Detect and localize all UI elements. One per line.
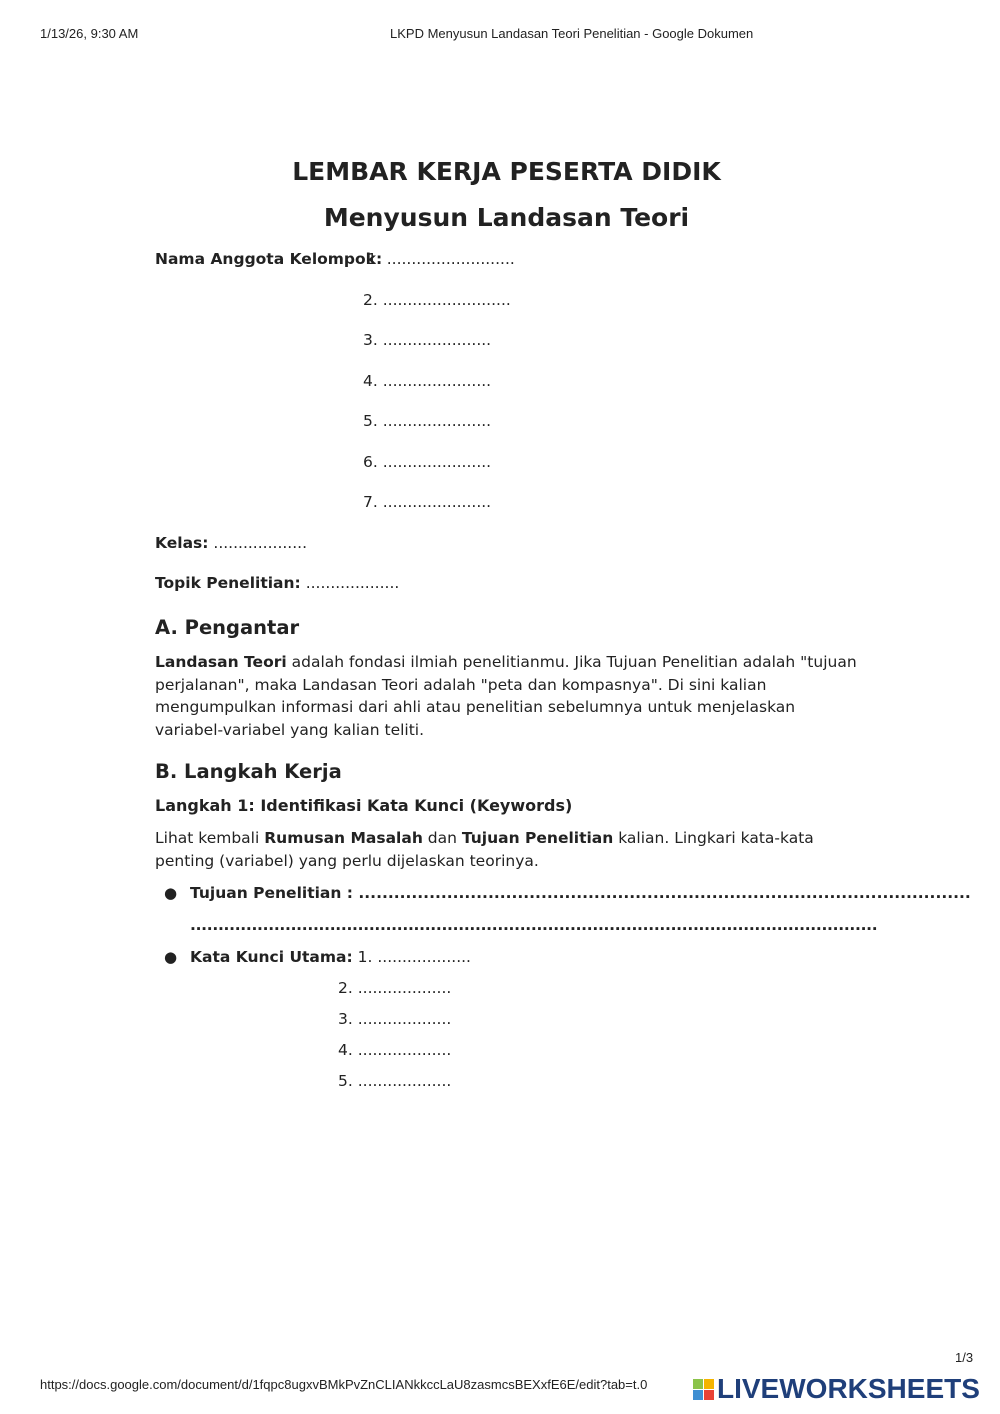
- bullet-icon: ●: [164, 884, 178, 902]
- kelas-field: [155, 534, 307, 552]
- step1-paragraph: [155, 827, 865, 872]
- kata-kunci-label: Kata Kunci Utama:: [190, 948, 353, 966]
- member-line-1[interactable]: 1. ..........................: [367, 250, 515, 268]
- member-line-5[interactable]: 5. ......................: [363, 412, 492, 430]
- bold-text: Rumusan Masalah: [264, 829, 423, 847]
- topik-value[interactable]: ...................: [305, 574, 400, 592]
- logo-text: LIVEWORKSHEETS: [717, 1373, 980, 1404]
- tujuan-line-2[interactable]: ...........................................................................................................................: [190, 916, 878, 934]
- step1-heading: Langkah 1: Identifikasi Kata Kunci (Keywords): [155, 796, 573, 815]
- topik-label: Topik Penelitian:: [155, 574, 301, 592]
- topik-field: [155, 574, 399, 592]
- member-line-4[interactable]: 4. ......................: [363, 372, 492, 390]
- text: kalian. Lingkari kata-kata penting (variabel) yang perlu dijelaskan teorinya.: [155, 829, 814, 870]
- paragraph-text: adalah fondasi ilmiah penelitianmu. Jika Tujuan Penelitian adalah "tujuan perjalanan", maka Landasan Teori adalah "peta dan kompasnya". Di sini kalian mengumpulkan informasi dari ahli atau penelitian sebelumnya untuk menjelaskan variabel-variabel yang kalian teliti.: [155, 653, 857, 739]
- text: dan: [422, 829, 462, 847]
- document-subtitle: Menyusun Landasan Teori: [323, 203, 690, 232]
- kata-kunci-2[interactable]: 2. ...................: [338, 979, 452, 997]
- member-line-7[interactable]: 7. ......................: [363, 493, 492, 511]
- section-a-heading: A. Pengantar: [155, 616, 300, 639]
- kata-kunci-1[interactable]: 1. ...................: [357, 948, 471, 966]
- member-line-3[interactable]: 3. ......................: [363, 331, 492, 349]
- section-a-paragraph: [155, 651, 865, 741]
- members-label: Nama Anggota Kelompok:: [155, 250, 383, 268]
- kata-kunci-field: [155, 946, 865, 968]
- member-line-2[interactable]: 2. ..........................: [363, 291, 511, 309]
- kata-kunci-3[interactable]: 3. ...................: [338, 1010, 452, 1028]
- logo-squares-icon: [693, 1379, 714, 1400]
- tujuan-label: Tujuan Penelitian :: [190, 884, 353, 902]
- kelas-value[interactable]: ...................: [213, 534, 308, 552]
- document-body: [155, 615, 971, 1092]
- kelas-label: Kelas:: [155, 534, 209, 552]
- section-b-heading: B. Langkah Kerja: [155, 760, 342, 783]
- kata-kunci-4[interactable]: 4. ...................: [338, 1041, 452, 1059]
- kata-kunci-5[interactable]: 5. ...................: [338, 1072, 452, 1090]
- bold-lead: Landasan Teori: [155, 653, 287, 671]
- tujuan-line-1[interactable]: ........................................................................................................: [358, 884, 971, 902]
- print-url: https://docs.google.com/document/d/1fqpc8ugxvBMkPvZnCLIANkkccLaU8zasmcsBEXxfE6E/edit?tab=t.0: [40, 1377, 648, 1392]
- document-title: LEMBAR KERJA PESERTA DIDIK: [292, 157, 721, 186]
- text: Lihat kembali: [155, 829, 265, 847]
- bold-text: Tujuan Penelitian: [461, 829, 614, 847]
- bullet-icon: ●: [164, 948, 178, 966]
- print-title: LKPD Menyusun Landasan Teori Penelitian - Google Dokumen: [390, 26, 754, 41]
- print-datetime: 1/13/26, 9:30 AM: [40, 26, 139, 41]
- page-number: 1/3: [955, 1350, 974, 1365]
- tujuan-field: [155, 882, 971, 904]
- member-line-6[interactable]: 6. ......................: [363, 453, 492, 471]
- liveworksheets-logo: [693, 1373, 980, 1405]
